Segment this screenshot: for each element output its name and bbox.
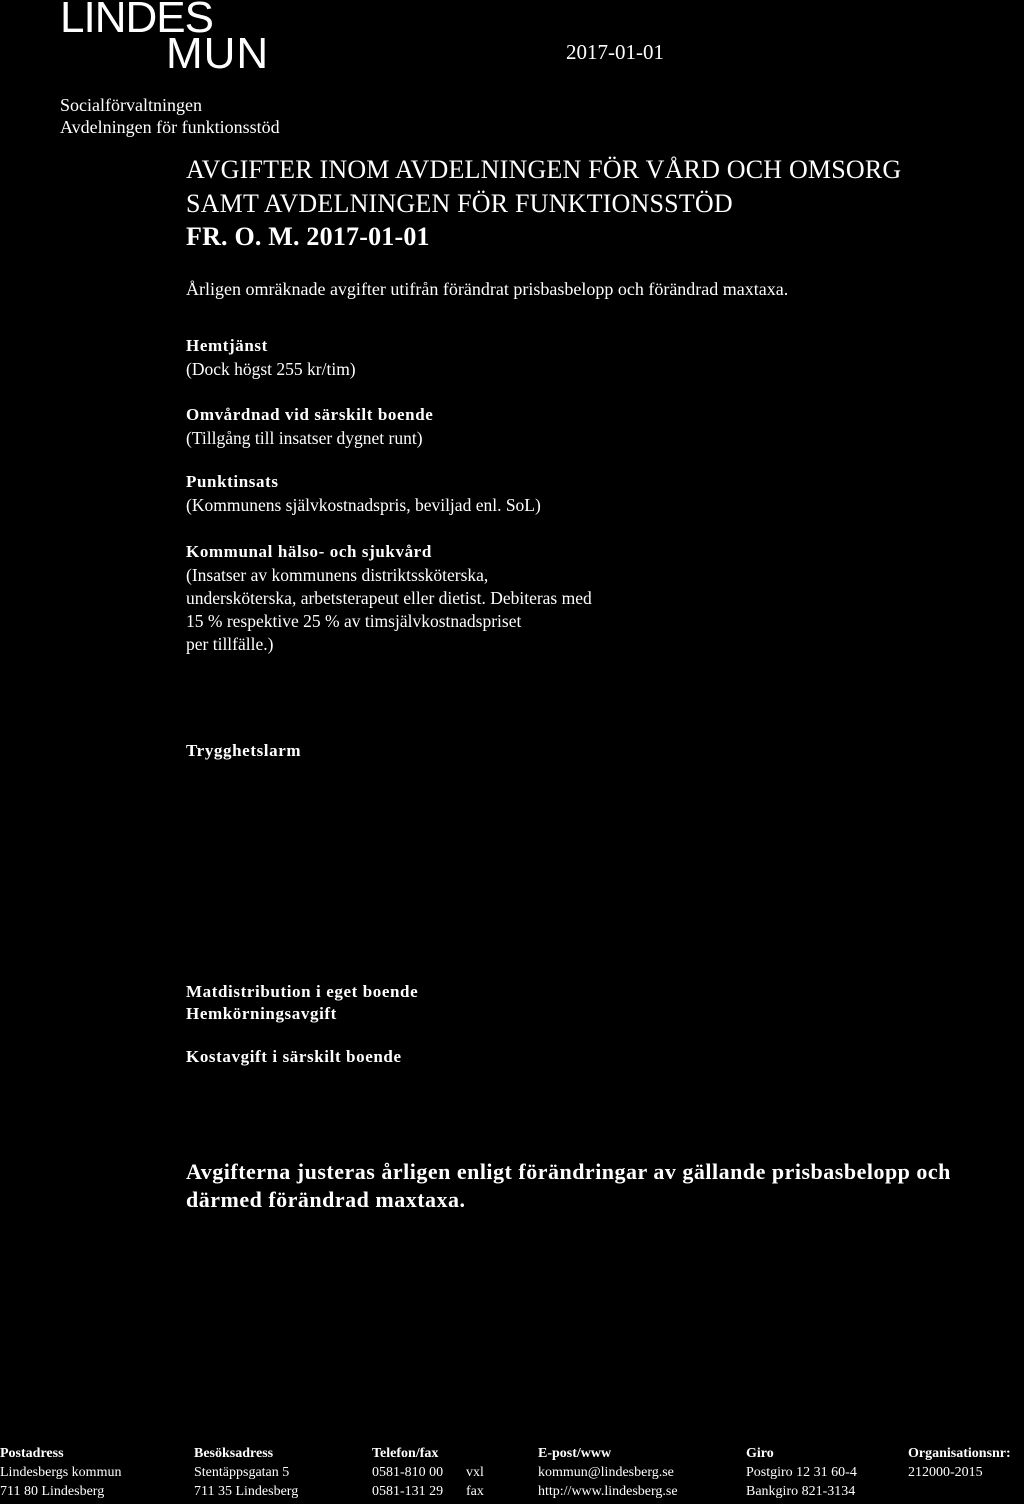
document-date: 2017-01-01 (566, 40, 664, 64)
footer-epost-heading: E-post/www (538, 1446, 612, 1461)
footer-telefon-line1-suffix: vxl (466, 1465, 484, 1480)
footer-org-heading: Organisationsnr: (908, 1446, 1011, 1461)
section-text-omvardnad: (Tillgång till insatser dygnet runt) (186, 428, 423, 448)
department-name: Socialförvaltningen (60, 95, 202, 115)
footer-giro-heading: Giro (746, 1446, 774, 1461)
footer-telefon-line2: 0581-131 29 (372, 1484, 444, 1499)
logo-text-line2: MUN (166, 29, 270, 78)
section-text-halso-line4: per tillfälle.) (186, 634, 274, 654)
section-heading-halso-sjukvard: Kommunal hälso- och sjukvård (186, 542, 432, 561)
footer-postgiro: Postgiro 12 31 60-4 (746, 1465, 857, 1480)
closing-note-line1: Avgifterna justeras årligen enligt förändringar av gällande prisbasbelopp och (186, 1159, 951, 1184)
footer-besoksadress-line1: Stentäppsgatan 5 (194, 1465, 290, 1480)
document-title-line2: SAMT AVDELNINGEN FÖR FUNKTIONSSTÖD (186, 189, 733, 218)
meals-heading-matdistribution: Matdistribution i eget boende (186, 982, 419, 1001)
meals-heading-hemkorning: Hemkörningsavgift (186, 1004, 337, 1023)
footer-besoksadress-heading: Besöksadress (194, 1446, 274, 1461)
meals-heading-kostavgift: Kostavgift i särskilt boende (186, 1047, 402, 1066)
logo-text-line1: LINDES (60, 0, 213, 42)
footer-telefon-heading: Telefon/fax (372, 1446, 439, 1461)
document-title-line1: AVGIFTER INOM AVDELNINGEN FÖR VÅRD OCH OMSORG (186, 155, 902, 184)
section-heading-hemtjanst: Hemtjänst (186, 336, 268, 355)
section-text-halso-line1: (Insatser av kommunens distriktssköterska, (186, 565, 489, 585)
footer-website-link[interactable]: http://www.lindesberg.se (538, 1484, 678, 1499)
footer-postadress-line1: Lindesbergs kommun (0, 1465, 122, 1480)
section-text-hemtjanst: (Dock högst 255 kr/tim) (186, 359, 356, 379)
section-text-punktinsats: (Kommunens självkostnadspris, beviljad enl. SoL) (186, 495, 541, 515)
section-heading-omvardnad: Omvårdnad vid särskilt boende (186, 405, 434, 424)
section-heading-punktinsats: Punktinsats (186, 472, 279, 491)
section-text-halso-line2: undersköterska, arbetsterapeut eller dietist. Debiteras med (186, 588, 592, 608)
document-title-line3: FR. O. M. 2017-01-01 (186, 222, 430, 251)
closing-note-line2: därmed förändrad maxtaxa. (186, 1187, 466, 1212)
footer-postadress-heading: Postadress (0, 1446, 64, 1461)
footer-email-link[interactable]: kommun@lindesberg.se (538, 1465, 674, 1480)
footer-telefon-line2-suffix: fax (466, 1484, 484, 1499)
intro-text: Årligen omräknade avgifter utifrån förändrat prisbasbelopp och förändrad maxtaxa. (186, 279, 789, 299)
footer-org-number: 212000-2015 (908, 1465, 983, 1480)
footer-besoksadress-line2: 711 35 Lindesberg (194, 1484, 299, 1499)
footer-telefon-line1: 0581-810 00 (372, 1465, 444, 1480)
footer-postadress-line2: 711 80 Lindesberg (0, 1484, 105, 1499)
section-heading-trygghetslarm: Trygghetslarm (186, 741, 302, 760)
division-name: Avdelningen för funktionsstöd (60, 117, 280, 137)
section-text-halso-line3: 15 % respektive 25 % av timsjälvkostnadspriset (186, 611, 522, 631)
footer-bankgiro: Bankgiro 821-3134 (746, 1484, 856, 1499)
